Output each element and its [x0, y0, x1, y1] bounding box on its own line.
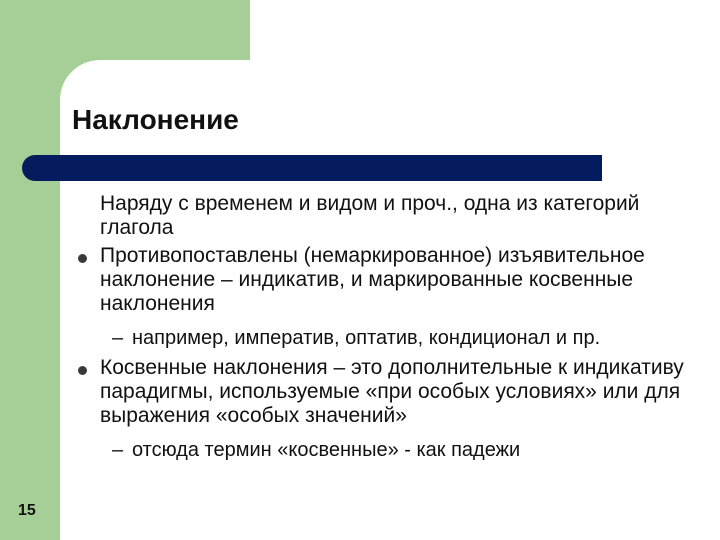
page-number: 15 [18, 502, 36, 519]
list-item-text: Наряду с временем и видом и проч., одна из категорий глагола [100, 192, 640, 239]
title-underline-bar [22, 155, 602, 181]
list-item [100, 356, 700, 428]
sub-list-item [112, 438, 700, 462]
slide-content [100, 192, 700, 462]
dash-icon: – [112, 327, 124, 349]
sub-list-item-text: отсюда термин «косвенные» - как падежи [132, 439, 521, 461]
sub-list-item-text: например, императив, оптатив, кондиционал и пр. [132, 327, 601, 349]
list-item [100, 192, 700, 240]
list-item [100, 244, 700, 316]
bullet-icon [78, 254, 87, 263]
sub-list-item [112, 326, 700, 350]
list-item-text: Косвенные наклонения – это дополнительные к индикативу парадигмы, используемые «при особых условиях» или для выражения «особых значений» [100, 356, 684, 427]
dash-icon: – [112, 439, 124, 461]
bullet-icon [78, 366, 87, 375]
list-item-text: Противопоставлены (немаркированное) изъявительное наклонение – индикатив, и маркированные косвенные наклонения [100, 244, 645, 315]
slide-title: Наклонение [72, 104, 239, 135]
